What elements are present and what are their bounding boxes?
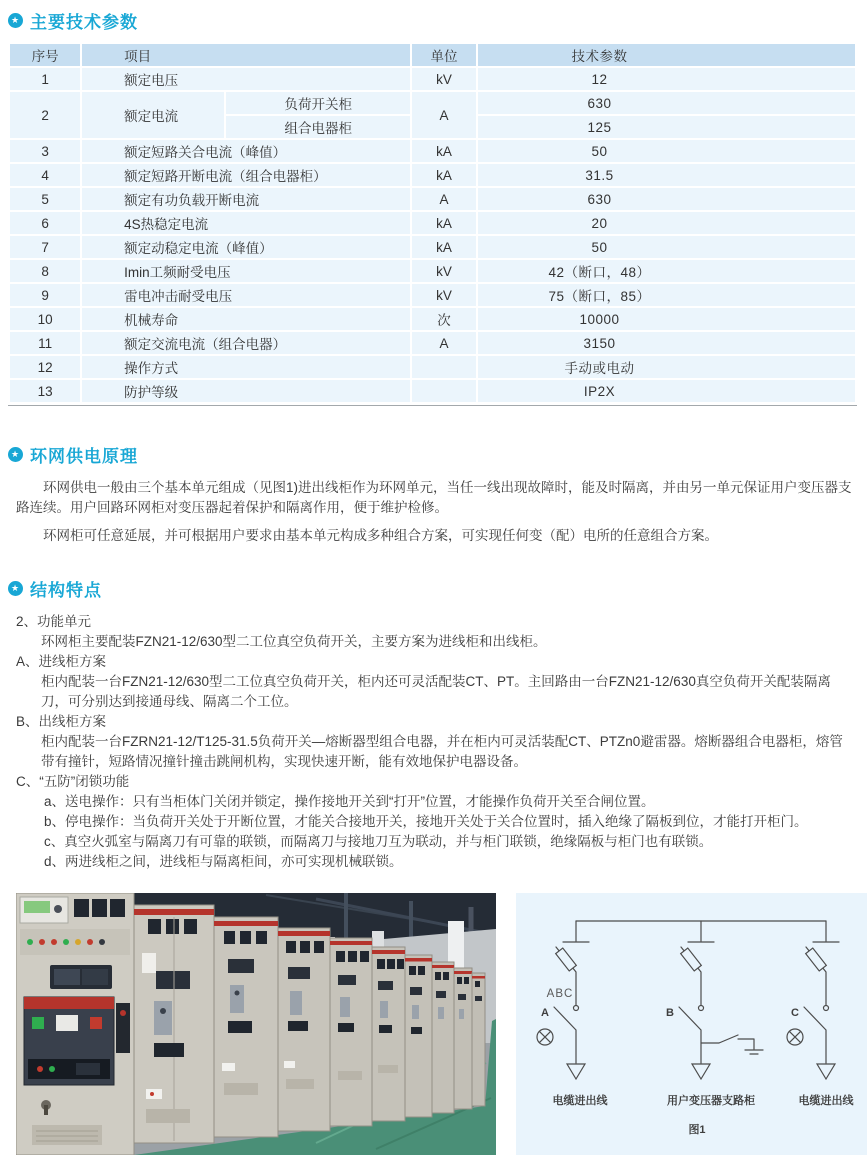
cell-unit: A	[412, 188, 476, 210]
cell-unit: kA	[412, 140, 476, 162]
cell-subitem: 负荷开关柜	[226, 92, 409, 114]
figure-label-left: 电缆进出线	[552, 1095, 608, 1107]
table-row	[10, 332, 855, 354]
figure-row	[16, 893, 860, 1155]
cell-unit	[412, 356, 476, 378]
table-row	[10, 164, 855, 186]
cell-value: 3150	[478, 332, 855, 354]
cell-no: 2	[10, 92, 80, 138]
table-row	[10, 380, 855, 402]
branch-letter-b: B	[666, 1007, 674, 1019]
cell-unit: kA	[412, 212, 476, 234]
cell-no: 9	[10, 284, 80, 306]
cell-value: 630	[478, 188, 855, 210]
cell-unit: kA	[412, 164, 476, 186]
table-header	[10, 44, 855, 66]
cell-no: 12	[10, 356, 80, 378]
structure-list	[16, 612, 854, 872]
section-title-params	[8, 9, 860, 31]
structure-line: 柜内配装一台FZN21-12/630型二工位真空负荷开关，柜内还可灵活配装CT、PT。主回路由一台FZN21-12/630真空负荷开关配装隔离刀，可分别达到接通母线、隔离二个工位。	[41, 674, 831, 709]
cell-unit: 次	[412, 308, 476, 330]
cell-item: 额定交流电流（组合电器）	[82, 332, 410, 354]
cell-item: 额定动稳定电流（峰值）	[82, 236, 410, 258]
cell-value: 手动或电动	[478, 356, 855, 378]
col-header-unit: 单位	[412, 44, 476, 66]
cell-value: 31.5	[478, 164, 855, 186]
cell-unit: kV	[412, 260, 476, 282]
cell-item: Imin工频耐受电压	[82, 260, 410, 282]
cell-item: 4S热稳定电流	[82, 212, 410, 234]
circuit-diagram-svg	[516, 893, 867, 1155]
tech-params-table	[8, 42, 857, 404]
cell-unit: kA	[412, 236, 476, 258]
cell-no: 10	[10, 308, 80, 330]
cell-unit: A	[412, 332, 476, 354]
cell-unit: A	[412, 92, 476, 138]
cell-item: 额定电压	[82, 68, 410, 90]
section-star-icon: ★	[8, 581, 23, 596]
structure-line: 柜内配装一台FZRN21-12/T125-31.5负荷开关—熔断器型组合电器，并在柜内可灵活装配CT、PTZn0避雷器。熔断器组合电器柜，熔管带有撞针，短路情况撞针撞击跳闸机构，实现快速开断，能有效地保护电器设备。	[41, 734, 843, 769]
cell-item: 防护等级	[82, 380, 410, 402]
cell-no: 13	[10, 380, 80, 402]
cell-item: 额定电流	[82, 92, 224, 138]
structure-line: A、进线柜方案	[16, 654, 107, 669]
cell-value: 125	[478, 116, 855, 138]
structure-line: d、两进线柜之间，进线柜与隔离柜间，亦可实现机械联锁。	[44, 854, 403, 869]
structure-line: B、出线柜方案	[16, 714, 107, 729]
table-row	[10, 92, 855, 114]
principle-paragraph-1: 环网供电一般由三个基本单元组成（见图1)进出线柜作为环网单元，当任一线出现故障时，能及时隔离，并由另一单元保证用户变压器支路连续。用户回路环网柜对变压器起着保护和隔离作用，便于维护检修。	[16, 480, 852, 515]
cell-no: 7	[10, 236, 80, 258]
cell-value: 42（断口，48）	[478, 260, 855, 282]
section-star-icon: ★	[8, 447, 23, 462]
branch-letter-a: A	[541, 1007, 549, 1019]
table-row	[10, 236, 855, 258]
structure-line: b、停电操作：当负荷开关处于开断位置，才能关合接地开关，接地开关处于关合位置时，插入绝缘了隔板到位，才能打开柜门。	[44, 814, 808, 829]
cell-unit: kV	[412, 68, 476, 90]
table-body	[10, 68, 855, 402]
table-row	[10, 356, 855, 378]
phase-label: ABC	[546, 988, 574, 1000]
section-title-structure	[8, 577, 860, 599]
structure-line: a、送电操作：只有当柜体门关闭并锁定，操作接地开关到“打开”位置，才能操作负荷开关至合闸位置。	[44, 794, 655, 809]
cell-no: 3	[10, 140, 80, 162]
cell-value: 50	[478, 140, 855, 162]
cell-item: 额定有功负载开断电流	[82, 188, 410, 210]
switchgear-photo-svg	[16, 893, 496, 1155]
cell-unit: kV	[412, 284, 476, 306]
table-row	[10, 260, 855, 282]
structure-line: 环网柜主要配装FZN21-12/630型二工位真空负荷开关，主要方案为进线柜和出线柜。	[41, 634, 547, 649]
cell-no: 11	[10, 332, 80, 354]
cell-value: 10000	[478, 308, 855, 330]
cell-no: 4	[10, 164, 80, 186]
section-title-text: 主要技术参数	[30, 12, 138, 32]
cell-value: 630	[478, 92, 855, 114]
table-row	[10, 140, 855, 162]
figure-caption: 图1	[688, 1124, 706, 1136]
cell-item: 机械寿命	[82, 308, 410, 330]
cell-item: 额定短路开断电流（组合电器柜）	[82, 164, 410, 186]
section-title-text: 结构特点	[30, 580, 102, 600]
circuit-diagram-figure	[516, 893, 867, 1155]
col-header-value: 技术参数	[478, 44, 855, 66]
switchgear-photo	[16, 893, 496, 1155]
principle-paragraph-2: 环网柜可任意延展，并可根据用户要求由基本单元构成多种组合方案，可实现任何变（配）电所的任意组合方案。	[43, 528, 718, 543]
table-row	[10, 212, 855, 234]
section-star-icon: ★	[8, 13, 23, 28]
structure-line: 2、功能单元	[16, 614, 92, 629]
cell-value: 75（断口，85）	[478, 284, 855, 306]
cell-item: 操作方式	[82, 356, 410, 378]
cell-value: IP2X	[478, 380, 855, 402]
cell-item: 额定短路关合电流（峰值）	[82, 140, 410, 162]
figure-label-middle: 用户变压器支路柜	[667, 1095, 755, 1107]
cell-value: 20	[478, 212, 855, 234]
tech-params-table-wrap	[8, 42, 857, 406]
cell-value: 50	[478, 236, 855, 258]
structure-line: c、真空火弧室与隔离刀有可靠的联锁，而隔离刀与接地刀互为联动，并与柜门联锁，绝缘隔板与柜门也有联锁。	[44, 834, 713, 849]
cell-no: 5	[10, 188, 80, 210]
col-header-item: 项目	[82, 44, 410, 66]
cell-subitem: 组合电器柜	[226, 116, 409, 138]
table-row	[10, 308, 855, 330]
table-row	[10, 188, 855, 210]
table-row	[10, 284, 855, 306]
cell-no: 6	[10, 212, 80, 234]
branch-letter-c: C	[791, 1007, 799, 1019]
table-row	[10, 68, 855, 90]
cell-no: 8	[10, 260, 80, 282]
cell-no: 1	[10, 68, 80, 90]
cell-value: 12	[478, 68, 855, 90]
section-title-principle	[8, 443, 860, 465]
col-header-no: 序号	[10, 44, 80, 66]
figure-label-right: 电缆进出线	[798, 1095, 854, 1107]
structure-line: C、“五防”闭锁功能	[16, 774, 130, 789]
section-title-text: 环网供电原理	[30, 446, 138, 466]
cell-unit	[412, 380, 476, 402]
cell-item: 雷电冲击耐受电压	[82, 284, 410, 306]
